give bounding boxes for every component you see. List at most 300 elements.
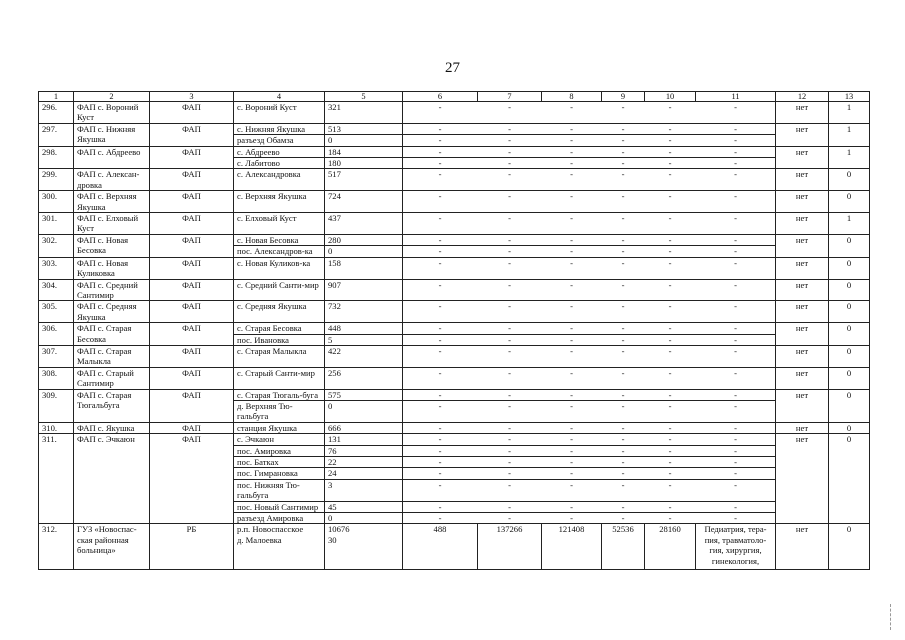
settlement-name: с. Верхняя Якушка bbox=[234, 191, 325, 213]
population: 437 bbox=[325, 213, 403, 235]
col-7-value: - bbox=[478, 158, 542, 169]
col-11-value: - bbox=[696, 367, 776, 389]
row-number: 301. bbox=[39, 213, 74, 235]
col-10-value: - bbox=[645, 457, 696, 468]
facility-type: ФАП bbox=[150, 389, 234, 422]
col-11-value: - bbox=[696, 301, 776, 323]
col-11-value: - bbox=[696, 479, 776, 501]
col-6-value: - bbox=[403, 301, 478, 323]
facility-name: ФАП с. Средняя Якушка bbox=[74, 301, 150, 323]
header-cell-6: 6 bbox=[403, 92, 478, 102]
settlement-name: пос. Гимрановка bbox=[234, 468, 325, 479]
col-11-value: - bbox=[696, 158, 776, 169]
col-9-value: - bbox=[602, 345, 645, 367]
facility-name: ФАП с. Средний Сантимир bbox=[74, 279, 150, 301]
facility-type: ФАП bbox=[150, 257, 234, 279]
population: 0 bbox=[325, 246, 403, 257]
row-number: 312. bbox=[39, 524, 74, 570]
col-6-value: - bbox=[403, 234, 478, 245]
col-11-value: - bbox=[696, 102, 776, 124]
population: 5 bbox=[325, 334, 403, 345]
col-7-value: - bbox=[478, 234, 542, 245]
col-10-value: - bbox=[645, 468, 696, 479]
col-10-value: 28160 bbox=[645, 524, 696, 570]
col-6-value: - bbox=[403, 445, 478, 456]
population: 3 bbox=[325, 479, 403, 501]
col-6-value: - bbox=[403, 257, 478, 279]
col-6-value: - bbox=[403, 323, 478, 334]
settlement-name: разъезд Амировка bbox=[234, 513, 325, 524]
col-8-value: - bbox=[542, 213, 602, 235]
col-11-value: - bbox=[696, 169, 776, 191]
col-10-value: - bbox=[645, 334, 696, 345]
settlement-name: с. Елховый Куст bbox=[234, 213, 325, 235]
col-7-value: - bbox=[478, 457, 542, 468]
col-6-value: - bbox=[403, 123, 478, 134]
col-12-value: нет bbox=[776, 257, 829, 279]
col-10-value: - bbox=[645, 169, 696, 191]
col-10-value: - bbox=[645, 479, 696, 501]
col-10-value: - bbox=[645, 102, 696, 124]
settlement-name: с. Средняя Якушка bbox=[234, 301, 325, 323]
population: 575 bbox=[325, 389, 403, 400]
col-11-value: - bbox=[696, 234, 776, 245]
facility-type: ФАП bbox=[150, 367, 234, 389]
population: 448 bbox=[325, 323, 403, 334]
settlement-name: с. Старая Бесовка bbox=[234, 323, 325, 334]
facility-type: ФАП bbox=[150, 102, 234, 124]
col-7-value: - bbox=[478, 434, 542, 445]
row-number: 310. bbox=[39, 422, 74, 433]
col-6-value: 488 bbox=[403, 524, 478, 570]
facility-type: ФАП bbox=[150, 123, 234, 146]
col-7-value: - bbox=[478, 213, 542, 235]
row-number: 304. bbox=[39, 279, 74, 301]
settlement-name: с. Вороний Куст bbox=[234, 102, 325, 124]
facility-name: ФАП с. Верхняя Якушка bbox=[74, 191, 150, 213]
settlement-name: д. Верхняя Тю-гальбуга bbox=[234, 400, 325, 422]
settlement-name: пос. Нижняя Тю-гальбуга bbox=[234, 479, 325, 501]
col-7-value: - bbox=[478, 257, 542, 279]
col-6-value: - bbox=[403, 501, 478, 512]
scan-edge-marks bbox=[880, 604, 891, 630]
col-8-value: - bbox=[542, 389, 602, 400]
col-13-value: 0 bbox=[829, 234, 870, 257]
facility-name: ФАП с. Алексан-дровка bbox=[74, 169, 150, 191]
col-13-value: 0 bbox=[829, 169, 870, 191]
col-13-value: 1 bbox=[829, 146, 870, 169]
col-10-value: - bbox=[645, 123, 696, 134]
col-9-value: - bbox=[602, 479, 645, 501]
col-10-value: - bbox=[645, 234, 696, 245]
col-7-value: - bbox=[478, 513, 542, 524]
population: 321 bbox=[325, 102, 403, 124]
facility-name: ФАП с. Новая Бесовка bbox=[74, 234, 150, 257]
col-8-value: - bbox=[542, 279, 602, 301]
col-8-value: - bbox=[542, 146, 602, 157]
col-12-value: нет bbox=[776, 213, 829, 235]
col-7-value: - bbox=[478, 468, 542, 479]
col-12-value: нет bbox=[776, 389, 829, 422]
population: 517 bbox=[325, 169, 403, 191]
col-6-value: - bbox=[403, 367, 478, 389]
population: 180 bbox=[325, 158, 403, 169]
header-cell-1: 1 bbox=[39, 92, 74, 102]
population: 184 bbox=[325, 146, 403, 157]
col-13-value: 1 bbox=[829, 213, 870, 235]
population: 158 bbox=[325, 257, 403, 279]
row-number: 307. bbox=[39, 345, 74, 367]
col-9-value: - bbox=[602, 234, 645, 245]
header-cell-5: 5 bbox=[325, 92, 403, 102]
header-cell-4: 4 bbox=[234, 92, 325, 102]
col-8-value: 121408 bbox=[542, 524, 602, 570]
col-12-value: нет bbox=[776, 234, 829, 257]
row-number: 300. bbox=[39, 191, 74, 213]
col-9-value: - bbox=[602, 301, 645, 323]
table-row bbox=[39, 389, 870, 400]
table-row bbox=[39, 102, 870, 124]
row-number: 306. bbox=[39, 323, 74, 346]
facility-type: ФАП bbox=[150, 434, 234, 524]
col-11-value: Педиатрия, тера-пия, травматоло-гия, хирургия, гинекология, bbox=[696, 524, 776, 570]
col-11-value: - bbox=[696, 257, 776, 279]
col-12-value: нет bbox=[776, 434, 829, 524]
col-8-value: - bbox=[542, 400, 602, 422]
table-row bbox=[39, 345, 870, 367]
col-11-value: - bbox=[696, 191, 776, 213]
col-10-value: - bbox=[645, 158, 696, 169]
facility-type: ФАП bbox=[150, 301, 234, 323]
table-row bbox=[39, 422, 870, 433]
settlement-name: с. Старая Тюгаль-буга bbox=[234, 389, 325, 400]
col-9-value: - bbox=[602, 146, 645, 157]
col-9-value: - bbox=[602, 102, 645, 124]
table-row bbox=[39, 524, 870, 570]
population: 422 bbox=[325, 345, 403, 367]
header-cell-3: 3 bbox=[150, 92, 234, 102]
col-10-value: - bbox=[645, 257, 696, 279]
col-9-value: - bbox=[602, 123, 645, 134]
col-6-value: - bbox=[403, 213, 478, 235]
col-6-value: - bbox=[403, 158, 478, 169]
col-12-value: нет bbox=[776, 123, 829, 146]
facility-type: ФАП bbox=[150, 279, 234, 301]
col-12-value: нет bbox=[776, 102, 829, 124]
col-8-value: - bbox=[542, 367, 602, 389]
col-8-value: - bbox=[542, 501, 602, 512]
facility-type: ФАП bbox=[150, 146, 234, 169]
col-9-value: - bbox=[602, 279, 645, 301]
row-number: 296. bbox=[39, 102, 74, 124]
population: 0 bbox=[325, 513, 403, 524]
col-8-value: - bbox=[542, 434, 602, 445]
col-6-value: - bbox=[403, 422, 478, 433]
facility-name: ФАП с. Елховый Куст bbox=[74, 213, 150, 235]
facility-name: ФАП с. Абдреево bbox=[74, 146, 150, 169]
facility-name: ФАП с. Старая Бесовка bbox=[74, 323, 150, 346]
settlement-name: с. Новая Куликов-ка bbox=[234, 257, 325, 279]
col-9-value: - bbox=[602, 158, 645, 169]
col-11-value: - bbox=[696, 434, 776, 445]
header-cell-13: 13 bbox=[829, 92, 870, 102]
col-6-value: - bbox=[403, 513, 478, 524]
col-10-value: - bbox=[645, 279, 696, 301]
row-number: 299. bbox=[39, 169, 74, 191]
population bbox=[325, 524, 403, 570]
col-8-value: - bbox=[542, 123, 602, 134]
col-9-value: - bbox=[602, 135, 645, 146]
settlement-name: с. Новая Бесовка bbox=[234, 234, 325, 245]
row-number: 308. bbox=[39, 367, 74, 389]
col-11-value: - bbox=[696, 501, 776, 512]
settlement-name: с. Старая Малыкла bbox=[234, 345, 325, 367]
col-10-value: - bbox=[645, 400, 696, 422]
settlement-name: пос. Амировка bbox=[234, 445, 325, 456]
table-row bbox=[39, 279, 870, 301]
row-number: 303. bbox=[39, 257, 74, 279]
col-11-value: - bbox=[696, 213, 776, 235]
col-13-value: 0 bbox=[829, 422, 870, 433]
col-9-value: - bbox=[602, 400, 645, 422]
col-9-value: - bbox=[602, 246, 645, 257]
col-13-value: 0 bbox=[829, 257, 870, 279]
col-7-value: - bbox=[478, 479, 542, 501]
col-10-value: - bbox=[645, 323, 696, 334]
col-6-value: - bbox=[403, 102, 478, 124]
col-6-value: - bbox=[403, 457, 478, 468]
facility-name: ФАП с. Вороний Куст bbox=[74, 102, 150, 124]
col-6-value: - bbox=[403, 479, 478, 501]
settlement-name: станция Якушка bbox=[234, 422, 325, 433]
table-row bbox=[39, 123, 870, 134]
col-6-value: - bbox=[403, 345, 478, 367]
population: 24 bbox=[325, 468, 403, 479]
row-number: 298. bbox=[39, 146, 74, 169]
facility-name: ФАП с. Старый Сантимир bbox=[74, 367, 150, 389]
col-7-value: 137266 bbox=[478, 524, 542, 570]
facilities-table bbox=[38, 91, 870, 570]
col-8-value: - bbox=[542, 135, 602, 146]
col-9-value: - bbox=[602, 389, 645, 400]
settlement-name: с. Александровка bbox=[234, 169, 325, 191]
facility-name: ФАП с. Эчкаюн bbox=[74, 434, 150, 524]
facility-name: ФАП с. Старая Малыкла bbox=[74, 345, 150, 367]
col-7-value: - bbox=[478, 345, 542, 367]
table-row bbox=[39, 257, 870, 279]
col-11-value: - bbox=[696, 445, 776, 456]
col-11-value: - bbox=[696, 334, 776, 345]
col-11-value: - bbox=[696, 422, 776, 433]
col-9-value: - bbox=[602, 445, 645, 456]
col-8-value: - bbox=[542, 234, 602, 245]
facility-name: ФАП с. Нижняя Якушка bbox=[74, 123, 150, 146]
col-10-value: - bbox=[645, 146, 696, 157]
settlement-name: с. Нижняя Якушка bbox=[234, 123, 325, 134]
col-9-value: 52536 bbox=[602, 524, 645, 570]
col-13-value: 0 bbox=[829, 323, 870, 346]
col-12-value: нет bbox=[776, 146, 829, 169]
col-10-value: - bbox=[645, 422, 696, 433]
col-7-value: - bbox=[478, 191, 542, 213]
settlement-name bbox=[234, 524, 325, 570]
col-8-value: - bbox=[542, 257, 602, 279]
col-13-value: 0 bbox=[829, 389, 870, 422]
col-6-value: - bbox=[403, 434, 478, 445]
col-13-value: 0 bbox=[829, 345, 870, 367]
facility-type: ФАП bbox=[150, 169, 234, 191]
col-6-value: - bbox=[403, 146, 478, 157]
col-7-value: - bbox=[478, 246, 542, 257]
facility-type: РБ bbox=[150, 524, 234, 570]
table-row bbox=[39, 213, 870, 235]
col-6-value: - bbox=[403, 389, 478, 400]
col-11-value: - bbox=[696, 389, 776, 400]
col-7-value: - bbox=[478, 400, 542, 422]
row-number: 311. bbox=[39, 434, 74, 524]
header-cell-11: 11 bbox=[696, 92, 776, 102]
col-11-value: - bbox=[696, 457, 776, 468]
col-10-value: - bbox=[645, 345, 696, 367]
table-row bbox=[39, 434, 870, 445]
col-8-value: - bbox=[542, 246, 602, 257]
population: 0 bbox=[325, 400, 403, 422]
col-6-value: - bbox=[403, 468, 478, 479]
col-11-value: - bbox=[696, 513, 776, 524]
col-11-value: - bbox=[696, 400, 776, 422]
col-13-value: 0 bbox=[829, 367, 870, 389]
settlement-name: пос. Александров-ка bbox=[234, 246, 325, 257]
population-line: 30 bbox=[328, 534, 337, 545]
facility-type: ФАП bbox=[150, 345, 234, 367]
population: 280 bbox=[325, 234, 403, 245]
col-9-value: - bbox=[602, 501, 645, 512]
col-7-value: - bbox=[478, 123, 542, 134]
col-12-value: нет bbox=[776, 422, 829, 433]
settlement-name: разъезд Обамза bbox=[234, 135, 325, 146]
col-8-value: - bbox=[542, 102, 602, 124]
col-12-value: нет bbox=[776, 367, 829, 389]
settlement-line: р.п. Новоспасское bbox=[237, 524, 304, 535]
col-10-value: - bbox=[645, 445, 696, 456]
col-11-value: - bbox=[696, 279, 776, 301]
col-9-value: - bbox=[602, 323, 645, 334]
col-9-value: - bbox=[602, 434, 645, 445]
col-6-value: - bbox=[403, 246, 478, 257]
col-9-value: - bbox=[602, 457, 645, 468]
col-13-value: 0 bbox=[829, 301, 870, 323]
col-7-value: - bbox=[478, 102, 542, 124]
col-9-value: - bbox=[602, 257, 645, 279]
col-6-value: - bbox=[403, 135, 478, 146]
population-line: 10676 bbox=[328, 524, 350, 535]
col-7-value: - bbox=[478, 135, 542, 146]
col-9-value: - bbox=[602, 334, 645, 345]
col-12-value: нет bbox=[776, 323, 829, 346]
col-10-value: - bbox=[645, 513, 696, 524]
population: 724 bbox=[325, 191, 403, 213]
settlement-line: д. Малоевка bbox=[237, 534, 282, 545]
settlement-name: пос. Новый Сантимир bbox=[234, 501, 325, 512]
col-10-value: - bbox=[645, 434, 696, 445]
facility-type: ФАП bbox=[150, 213, 234, 235]
col-12-value: нет bbox=[776, 191, 829, 213]
settlement-name: с. Эчкаюн bbox=[234, 434, 325, 445]
col-8-value: - bbox=[542, 158, 602, 169]
col-8-value: - bbox=[542, 457, 602, 468]
col-9-value: - bbox=[602, 169, 645, 191]
table-row bbox=[39, 234, 870, 245]
col-7-value: - bbox=[478, 422, 542, 433]
col-8-value: - bbox=[542, 191, 602, 213]
population: 907 bbox=[325, 279, 403, 301]
col-11-value: - bbox=[696, 246, 776, 257]
col-7-value: - bbox=[478, 169, 542, 191]
col-7-value: - bbox=[478, 146, 542, 157]
col-8-value: - bbox=[542, 445, 602, 456]
col-9-value: - bbox=[602, 513, 645, 524]
col-6-value: - bbox=[403, 169, 478, 191]
col-13-value: 0 bbox=[829, 434, 870, 524]
row-number: 297. bbox=[39, 123, 74, 146]
facility-name: ФАП с. Старая Тюгальбуга bbox=[74, 389, 150, 422]
col-9-value: - bbox=[602, 191, 645, 213]
col-11-value: - bbox=[696, 135, 776, 146]
facility-type: ФАП bbox=[150, 323, 234, 346]
header-cell-8: 8 bbox=[542, 92, 602, 102]
col-9-value: - bbox=[602, 367, 645, 389]
row-number: 305. bbox=[39, 301, 74, 323]
col-7-value: - bbox=[478, 279, 542, 301]
population: 256 bbox=[325, 367, 403, 389]
settlement-name: с. Старый Санти-мир bbox=[234, 367, 325, 389]
settlement-name: с. Лабитово bbox=[234, 158, 325, 169]
col-12-value: нет bbox=[776, 301, 829, 323]
table-row bbox=[39, 146, 870, 157]
facility-name: ФАП с. Якушка bbox=[74, 422, 150, 433]
col-6-value: - bbox=[403, 191, 478, 213]
facility-name: ГУЗ «Новоспас-ская районная больница» bbox=[74, 524, 150, 570]
col-13-value: 0 bbox=[829, 524, 870, 570]
col-7-value: - bbox=[478, 367, 542, 389]
col-11-value: - bbox=[696, 146, 776, 157]
col-11-value: - bbox=[696, 123, 776, 134]
population: 0 bbox=[325, 135, 403, 146]
col-8-value: - bbox=[542, 301, 602, 323]
col-8-value: - bbox=[542, 334, 602, 345]
col-7-value: - bbox=[478, 445, 542, 456]
col-10-value: - bbox=[645, 301, 696, 323]
col-7-value: - bbox=[478, 389, 542, 400]
table-header-row bbox=[39, 92, 870, 102]
col-8-value: - bbox=[542, 323, 602, 334]
col-8-value: - bbox=[542, 468, 602, 479]
col-12-value: нет bbox=[776, 279, 829, 301]
col-9-value: - bbox=[602, 468, 645, 479]
col-11-value: - bbox=[696, 468, 776, 479]
population: 76 bbox=[325, 445, 403, 456]
page-number: 27 bbox=[445, 60, 460, 76]
header-cell-12: 12 bbox=[776, 92, 829, 102]
population: 45 bbox=[325, 501, 403, 512]
col-9-value: - bbox=[602, 422, 645, 433]
settlement-name: пос. Батках bbox=[234, 457, 325, 468]
facility-name: ФАП с. Новая Куликовка bbox=[74, 257, 150, 279]
col-12-value: нет bbox=[776, 169, 829, 191]
col-7-value: - bbox=[478, 301, 542, 323]
col-8-value: - bbox=[542, 479, 602, 501]
row-number: 302. bbox=[39, 234, 74, 257]
